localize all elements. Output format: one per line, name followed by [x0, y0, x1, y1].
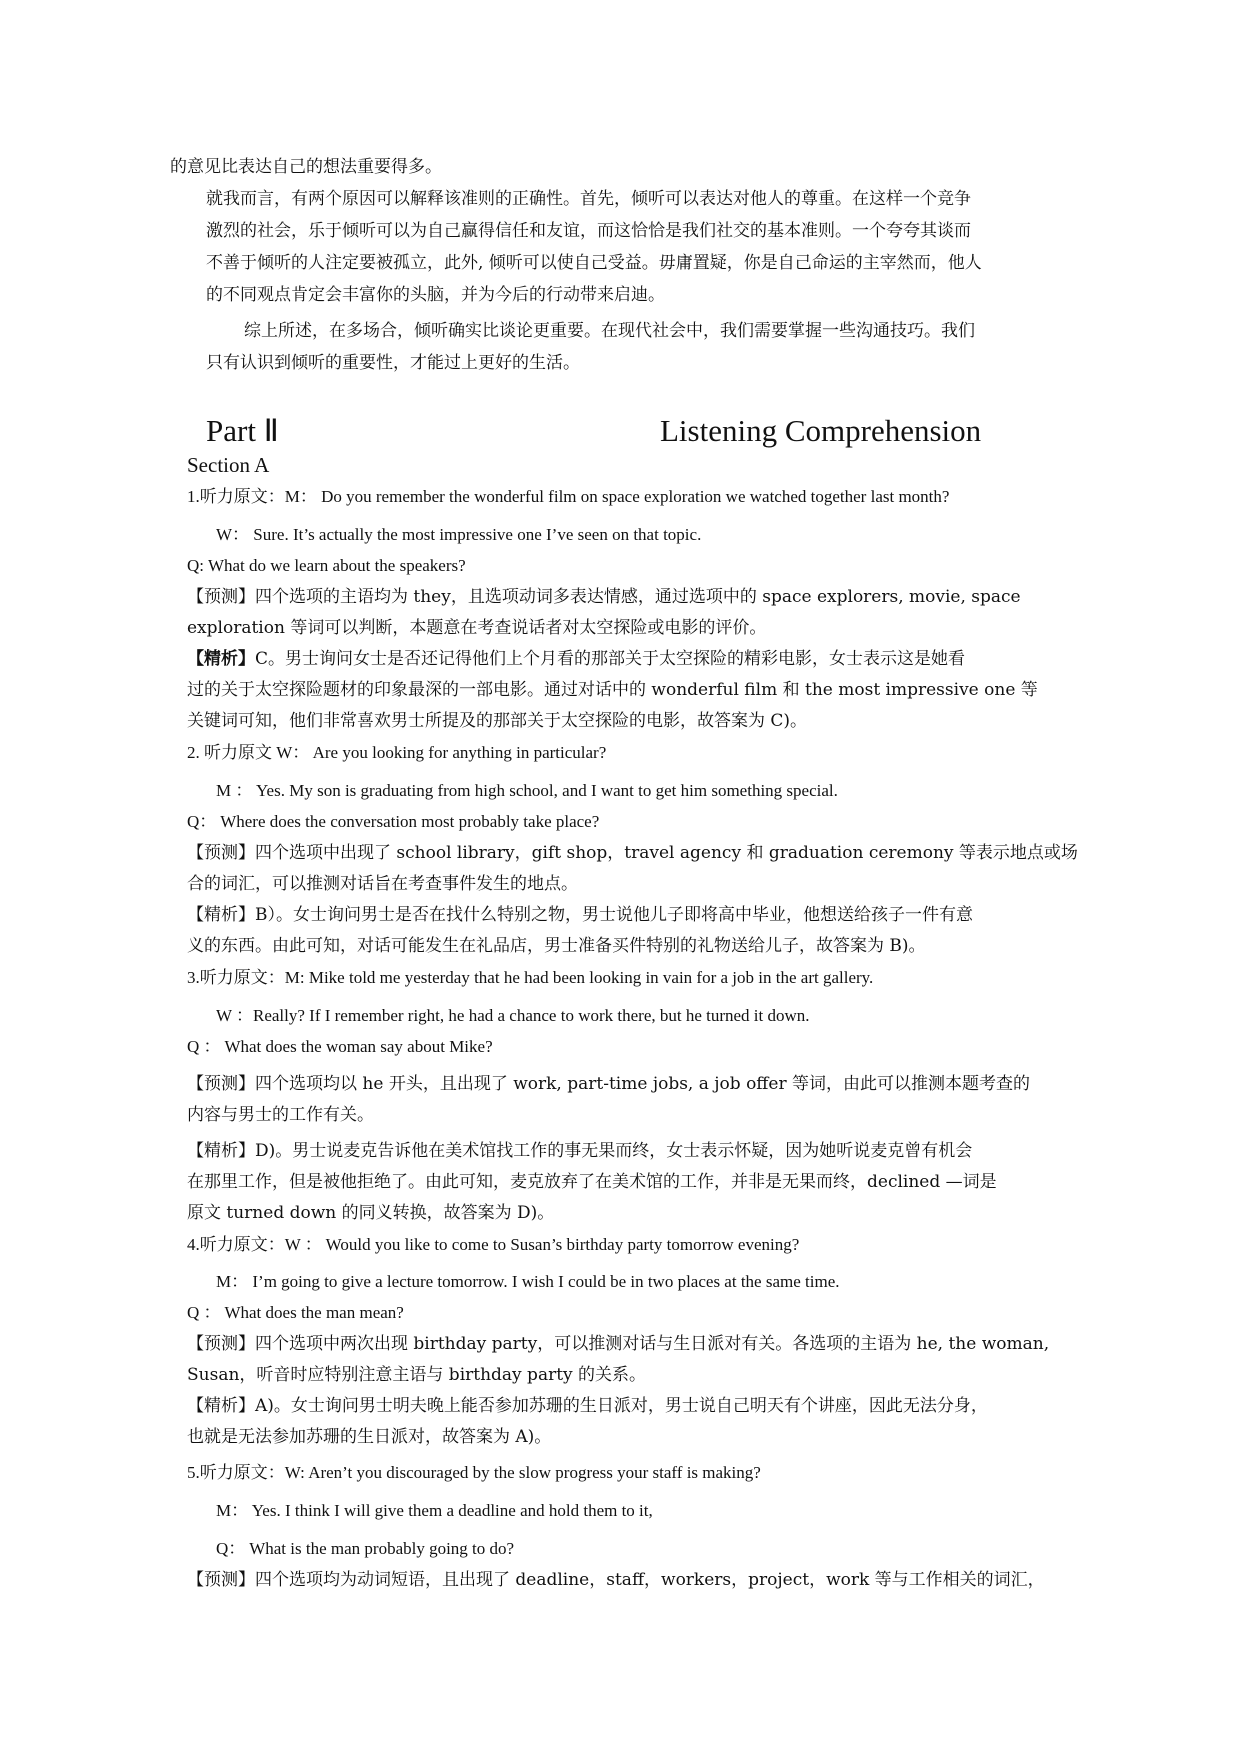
q2-analysis-line: 义的东西。由此可知，对话可能发生在礼品店，男士准备买件特别的礼物送给儿子，故答案为 B)。 [187, 936, 926, 956]
q4-question: Q ： What does the man mean? [187, 1303, 404, 1322]
q1-analysis-line [187, 648, 965, 670]
q4-prediction-line: Susan，听音时应特别注意主语与 birthday party 的关系。 [187, 1365, 647, 1385]
q1-analysis-tag: 【精析】 [187, 649, 255, 669]
q3-question: Q ： What does the woman say about Mike? [187, 1037, 493, 1056]
essay-paragraph-2-line: 不善于倾听的人注定要被孤立，此外, 倾听可以使自己受益。毋庸置疑，你是自己命运的主宰然而，他人 [206, 253, 982, 273]
q1-prediction-line: exploration 等词可以判断，本题意在考查说话者对太空探险或电影的评价。 [187, 618, 767, 638]
q4-analysis-line: 【精析】A)。女士询问男士明夫晚上能否参加苏珊的生日派对，男士说自己明天有个讲座，因此无法分身， [187, 1396, 988, 1416]
q4-prediction-line: 【预测】四个选项中两次出现 birthday party，可以推测对话与生日派对有关。各选项的主语为 he, the woman, [187, 1334, 1050, 1354]
q3-prediction-line: 内容与男士的工作有关。 [187, 1105, 374, 1125]
q5-transcript-line: 5.听力原文：W: Aren’t you discouraged by the slow progress your staff is making? [187, 1463, 761, 1482]
q3-analysis-line: 在那里工作，但是被他拒绝了。由此可知，麦克放弃了在美术馆的工作，并非是无果而终，declined —词是 [187, 1172, 997, 1192]
section-label: Section A [187, 453, 270, 477]
q1-prediction-line: 【预测】四个选项的主语均为 they，且选项动词多表达情感，通过选项中的 space explorers, movie, space [187, 587, 1021, 607]
q3-prediction-line: 【预测】四个选项均以 he 开头，且出现了 work, part-time jobs, a job offer 等词，由此可以推测本题考查的 [187, 1074, 1030, 1094]
q2-transcript-line: 2. 听力原文 W： Are you looking for anything in particular? [187, 743, 607, 762]
essay-paragraph-2-line: 激烈的社会，乐于倾听可以为自己赢得信任和友谊，而这恰恰是我们社交的基本准则。一个夸夸其谈而 [206, 221, 971, 241]
q1-analysis-text: C。男士询问女士是否还记得他们上个月看的那部关于太空探险的精彩电影，女士表示这是她看 [255, 649, 966, 669]
essay-paragraph-3-line: 综上所述，在多场合，倾听确实比谈论更重要。在现代社会中，我们需要掌握一些沟通技巧。我们 [244, 321, 975, 341]
q1-analysis-line: 过的关于太空探险题材的印象最深的一部电影。通过对话中的 wonderful film 和 the most impressive one 等 [187, 680, 1038, 700]
essay-paragraph-3-line: 只有认识到倾听的重要性，才能过上更好的生活。 [206, 353, 580, 373]
q2-question: Q： Where does the conversation most probably take place? [187, 812, 600, 831]
q5-question: Q： What is the man probably going to do? [216, 1539, 515, 1558]
q5-transcript-line: M： Yes. I think I will give them a deadline and hold them to it, [216, 1501, 653, 1520]
part-label: Part Ⅱ [206, 413, 279, 448]
q3-transcript-line: W ：Really? If I remember right, he had a chance to work there, but he turned it down. [216, 1006, 810, 1025]
q4-transcript-line: M： I’m going to give a lecture tomorrow. I wish I could be in two places at the same time. [216, 1272, 840, 1291]
q5-prediction-line: 【预测】四个选项均为动词短语，且出现了 deadline，staff，workers，project，work 等与工作相关的词汇， [187, 1570, 1045, 1590]
q1-question: Q: What do we learn about the speakers? [187, 556, 466, 575]
q2-prediction-line: 合的词汇，可以推测对话旨在考查事件发生的地点。 [187, 874, 578, 894]
q4-transcript-line: 4.听力原文：W ： Would you like to come to Susan’s birthday party tomorrow evening? [187, 1235, 800, 1254]
q3-analysis-line: 原文 turned down 的同义转换，故答案为 D)。 [187, 1203, 555, 1223]
q3-analysis-line: 【精析】D)。男士说麦克告诉他在美术馆找工作的事无果而终，女士表示怀疑，因为她听说麦克曾有机会 [187, 1141, 973, 1161]
q2-analysis-line: 【精析】B）。女士询问男士是否在找什么特别之物，男士说他儿子即将高中毕业，他想送给孩子一件有意 [187, 905, 973, 925]
q2-prediction-line: 【预测】四个选项中出现了 school library，gift shop，travel agency 和 graduation ceremony 等表示地点或场 [187, 843, 1078, 863]
q2-transcript-line: M ： Yes. My son is graduating from high school, and I want to get him something special. [216, 781, 838, 800]
q1-transcript-line: W： Sure. It’s actually the most impressive one I’ve seen on that topic. [216, 525, 702, 544]
q1-transcript-line: 1.听力原文：M： Do you remember the wonderful film on space exploration we watched together last month? [187, 487, 950, 506]
essay-paragraph-1-tail: 的意见比表达自己的想法重要得多。 [170, 157, 442, 177]
q4-analysis-line: 也就是无法参加苏珊的生日派对，故答案为 A)。 [187, 1427, 552, 1447]
essay-paragraph-2-line: 就我而言，有两个原因可以解释该准则的正确性。首先，倾听可以表达对他人的尊重。在这样一个竞争 [206, 189, 971, 209]
essay-paragraph-2-line: 的不同观点肯定会丰富你的头脑，并为今后的行动带来启迪。 [206, 285, 665, 305]
part-title: Listening Comprehension [660, 413, 982, 448]
q1-analysis-line: 关键词可知，他们非常喜欢男士所提及的那部关于太空探险的电影，故答案为 C)。 [187, 711, 808, 731]
q3-transcript-line: 3.听力原文：M: Mike told me yesterday that he had been looking in vain for a job in the art gallery. [187, 968, 874, 987]
